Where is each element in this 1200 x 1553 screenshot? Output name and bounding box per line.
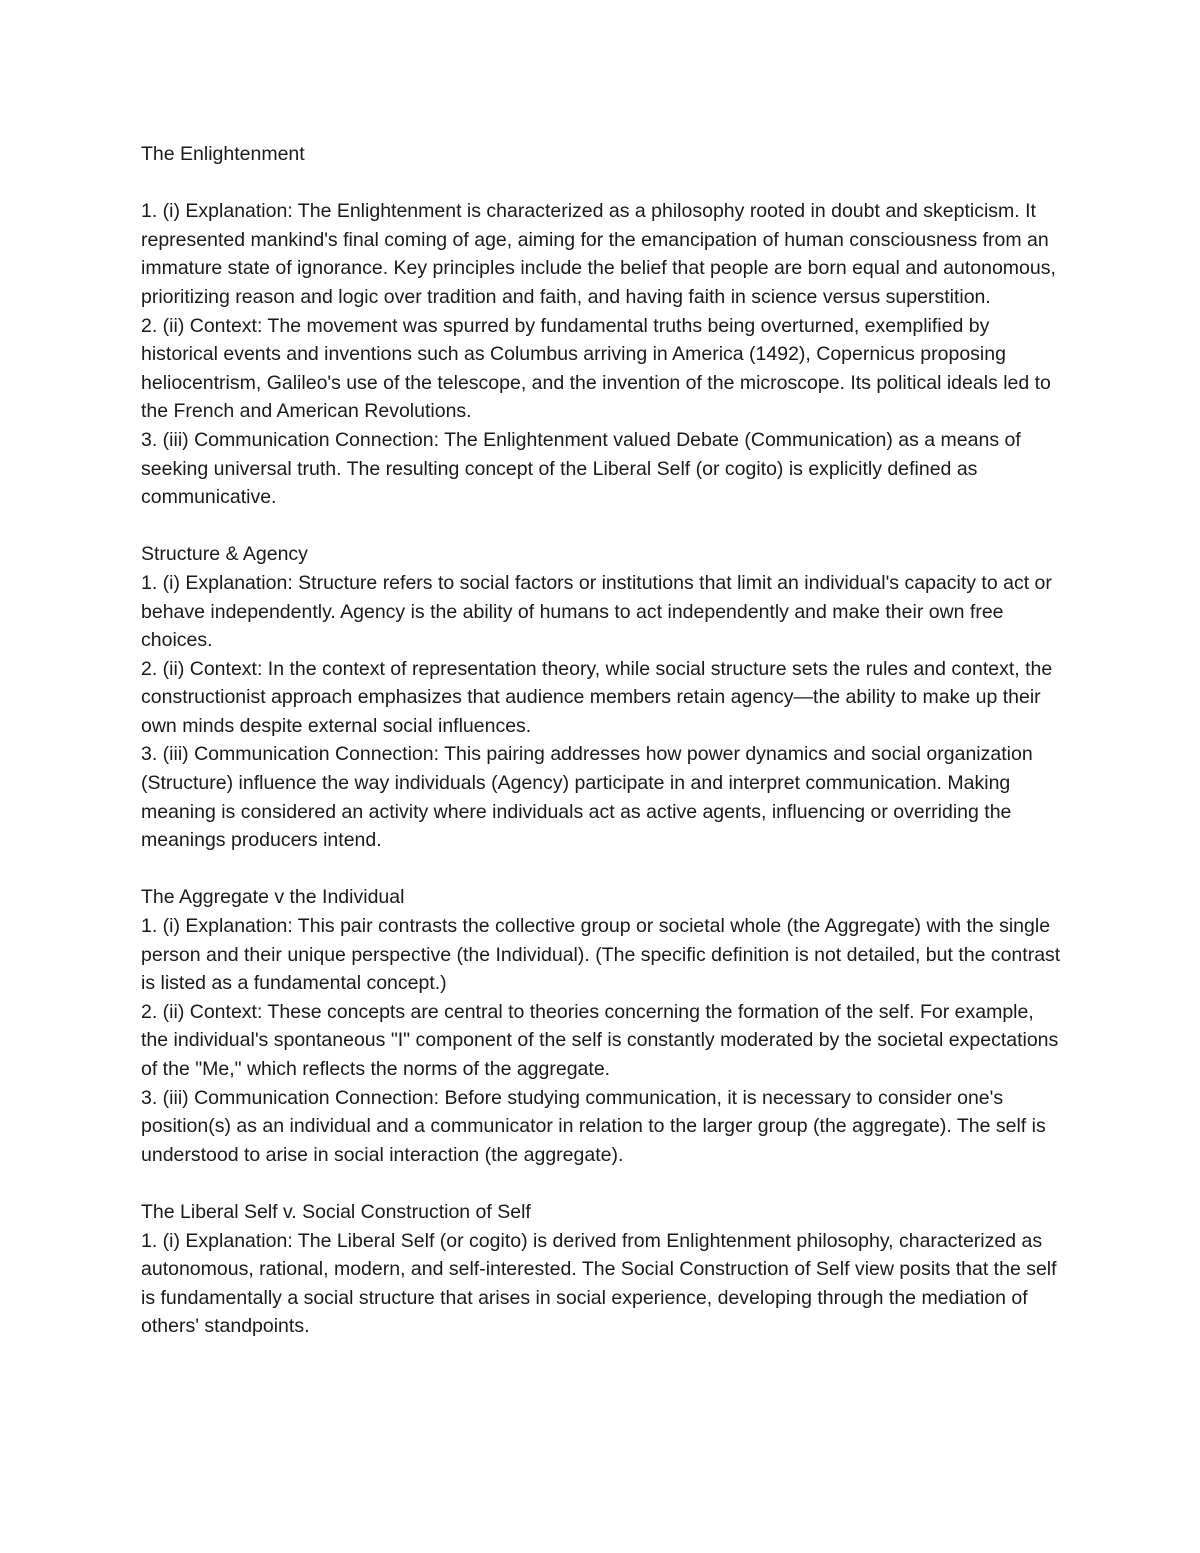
paragraph-explanation: 1. (i) Explanation: The Enlightenment is characterized as a philosophy rooted in doubt and skepticism. It represented mankind's final coming of age, aiming for the emancipation of human consciousness from an immature state of ignorance. Key principles include the belief that people are born equal and autonomous, prioritizing reason and logic over tradition and faith, and having faith in science versus superstition. xyxy=(141,200,1056,308)
title-spacer xyxy=(141,169,1066,198)
section-enlightenment xyxy=(141,197,1066,512)
document-page xyxy=(141,140,1066,1370)
section-aggregate-individual xyxy=(141,883,1066,1169)
section-heading: The Aggregate v the Individual xyxy=(141,886,405,909)
section-heading: The Liberal Self v. Social Construction of Self xyxy=(141,1200,531,1223)
section-liberal-self xyxy=(141,1198,1066,1341)
paragraph-explanation: 1. (i) Explanation: This pair contrasts the collective group or societal whole (the Aggregate) with the single person and their unique perspective (the Individual). (The specific definition is not detailed, but the contrast is listed as a fundamental concept.) xyxy=(141,915,1061,995)
document-title: The Enlightenment xyxy=(141,143,305,165)
paragraph-context: 2. (ii) Context: These concepts are central to theories concerning the formation of the self. For example, the individual's spontaneous "I" component of the self is constantly moderated by the societal expectations of the "Me," which reflects the norms of the aggregate. xyxy=(141,1000,1059,1080)
paragraph-communication-connection: 3. (iii) Communication Connection: This pairing addresses how power dynamics and social organization (Structure) influence the way individuals (Agency) participate in and interpret communication. Making meaning is considered an activity where individuals act as active agents, influencing or overriding the meanings producers intend. xyxy=(141,743,1033,852)
paragraph-communication-connection: 3. (iii) Communication Connection: Before studying communication, it is necessary to consider one's position(s) as an individual and a communicator in relation to the larger group (the aggregate). The self is understood to arise in social interaction (the aggregate). xyxy=(141,1086,1046,1166)
paragraph-context: 2. (ii) Context: In the context of representation theory, while social structure sets the rules and context, the constructionist approach emphasizes that audience members retain agency—the ability to make up their own minds despite external social influences. xyxy=(141,657,1053,737)
paragraph-context: 2. (ii) Context: The movement was spurred by fundamental truths being overturned, exemplified by historical events and inventions such as Columbus arriving in America (1492), Copernicus proposing heliocentrism, Galileo's use of the telescope, and the invention of the microscope. Its political ideals led to the French and American Revolutions. xyxy=(141,314,1051,423)
paragraph-explanation: 1. (i) Explanation: Structure refers to social factors or institutions that limit an individual's capacity to act or behave independently. Agency is the ability of humans to act independently and make their own free choices. xyxy=(141,571,1052,652)
section-structure-agency xyxy=(141,540,1066,855)
paragraph-communication-connection: 3. (iii) Communication Connection: The Enlightenment valued Debate (Communication) as a means of seeking universal truth. The resulting concept of the Liberal Self (or cogito) is explicitly defined as communicative. xyxy=(141,428,1021,509)
paragraph-explanation: 1. (i) Explanation: The Liberal Self (or cogito) is derived from Enlightenment philosophy, characterized as autonomous, rational, modern, and self-interested. The Social Construction of Self view posits that the self is fundamentally a social structure that arises in social experience, developing through the mediation of others' standpoints. xyxy=(141,1229,1057,1338)
section-heading: Structure & Agency xyxy=(141,543,308,566)
